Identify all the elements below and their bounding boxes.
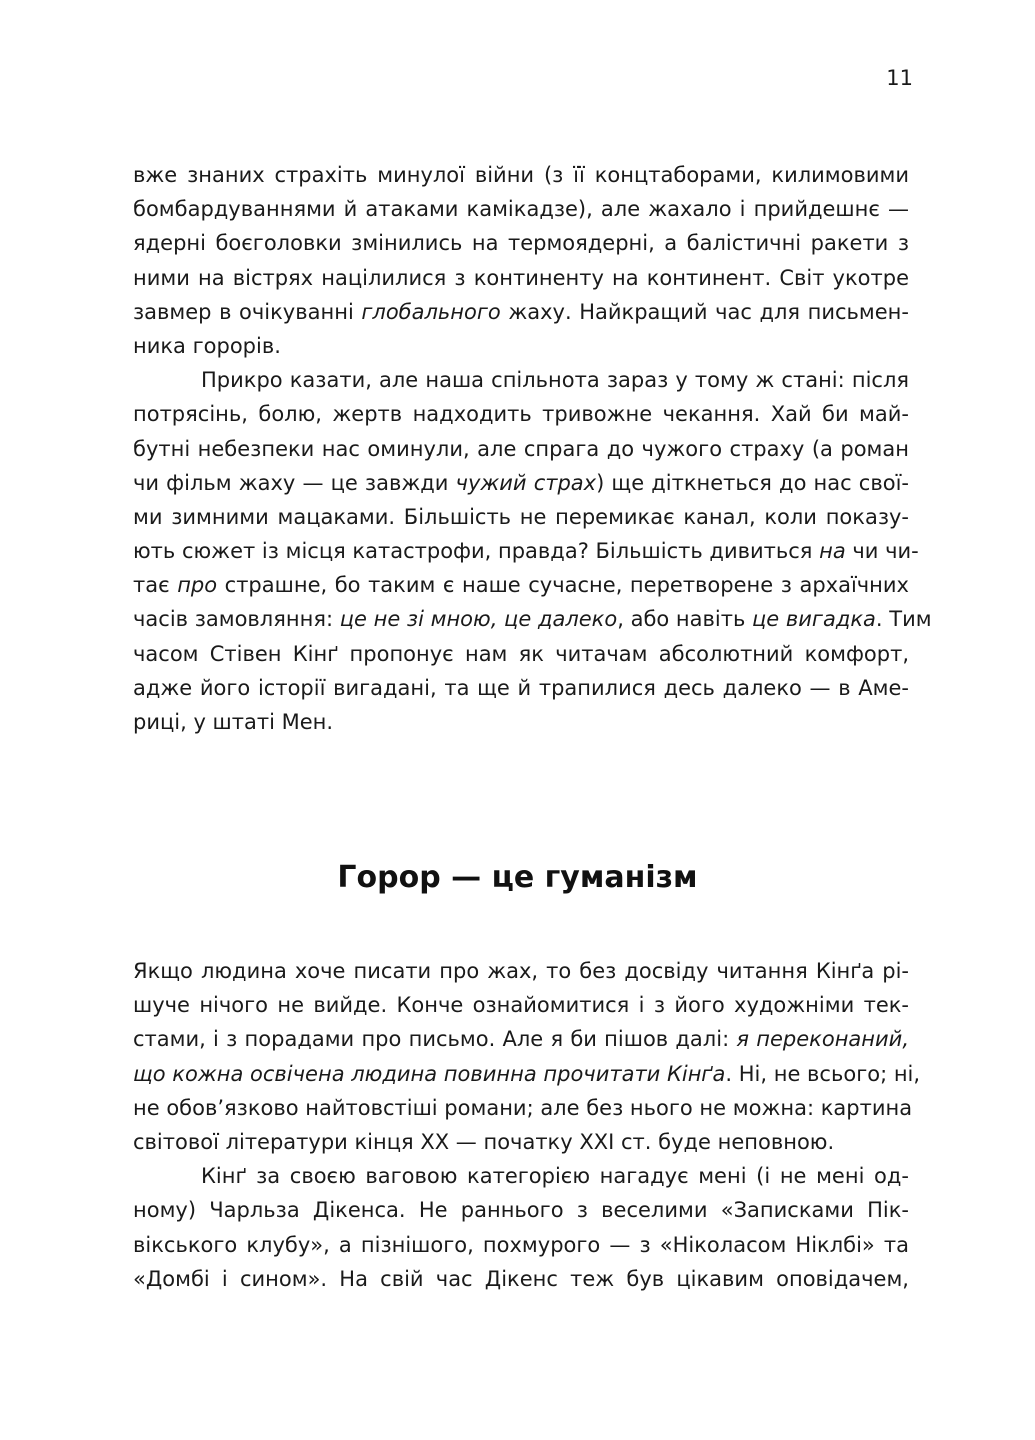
italic-phrase: чужий страх bbox=[455, 470, 597, 495]
text-line bbox=[133, 261, 909, 295]
text-line bbox=[133, 158, 909, 192]
text-line bbox=[133, 1193, 909, 1227]
text-run: Якщо людина хоче писати про жах, то без досвіду читання Кінґа рі- bbox=[133, 959, 909, 983]
italic-phrase: це не зі мною, це далеко bbox=[339, 607, 618, 632]
text-run: страшне, бо таким є наше сучасне, перетворене з архаїчних bbox=[217, 573, 909, 598]
italic-phrase: я переконаний, bbox=[736, 1027, 909, 1052]
italic-phrase: на bbox=[819, 539, 846, 564]
text-line bbox=[133, 329, 909, 363]
text-line bbox=[133, 432, 909, 466]
text-line bbox=[133, 1057, 921, 1091]
text-line bbox=[133, 1091, 913, 1125]
body-text-lower bbox=[133, 954, 921, 1296]
text-line bbox=[133, 671, 909, 705]
text-run: Кінґ за своєю ваговою категорією нагадує мені (і не мені од- bbox=[201, 1164, 909, 1189]
italic-phrase: що кожна освічена людина повинна прочитати Кінґа bbox=[133, 1061, 726, 1086]
text-line bbox=[133, 192, 909, 226]
text-line bbox=[133, 568, 909, 602]
text-run: ника горорів. bbox=[133, 333, 281, 358]
text-line bbox=[133, 363, 909, 397]
text-line bbox=[133, 1022, 909, 1056]
text-run: ядерні боєголовки змінились на термоядерні, а балістичні ракети з bbox=[133, 231, 909, 256]
text-run: чи чи- bbox=[845, 539, 919, 564]
text-run: ють сюжет із місця катастрофи, правда? Більшість дивиться bbox=[133, 539, 820, 564]
text-line bbox=[133, 1262, 909, 1296]
text-run: «Домбі і сином». На свій час Дікенс теж був цікавим оповідачем, bbox=[133, 1266, 909, 1291]
text-line bbox=[133, 988, 909, 1022]
text-run: . Тим bbox=[875, 607, 932, 632]
text-line bbox=[133, 637, 909, 671]
text-run: , або навіть bbox=[617, 607, 753, 632]
italic-phrase: про bbox=[177, 573, 218, 598]
italic-phrase: це вигадка bbox=[752, 607, 876, 632]
text-run: чи фільм жаху — це завжди bbox=[133, 470, 456, 495]
text-line bbox=[133, 705, 909, 739]
text-line bbox=[133, 226, 909, 260]
italic-phrase: глобального bbox=[361, 299, 501, 324]
text-line bbox=[133, 500, 909, 534]
text-run: ними на вістрях націлилися з континенту на континент. Світ укотре bbox=[133, 265, 909, 290]
text-run: бомбардуваннями й атаками камікадзе), але жахало і прийдешнє — bbox=[133, 197, 909, 222]
page-number: 11 bbox=[886, 66, 913, 90]
text-run: тає bbox=[133, 573, 178, 598]
text-line bbox=[133, 1125, 909, 1159]
text-run: потрясінь, болю, жертв надходить тривожне чекання. Хай би май- bbox=[133, 402, 909, 427]
text-run: шуче нічого не вийде. Конче ознайомитися і з його художніми тек- bbox=[133, 993, 909, 1018]
text-run: часом Стівен Кінґ пропонує нам як читачам абсолютний комфорт, bbox=[133, 641, 909, 666]
text-run: вже знаних страхіть минулої війни (з її концтаборами, килимовими bbox=[133, 163, 909, 187]
text-run: світової літератури кінця XX — початку XXI ст. буде неповною. bbox=[133, 1129, 835, 1154]
text-line bbox=[133, 954, 909, 988]
text-run: адже його історії вигадані, та ще й трапилися десь далеко — в Аме- bbox=[133, 675, 909, 700]
text-run: ми зимними мацаками. Більшість не перемикає канал, коли показу- bbox=[133, 504, 909, 529]
text-line bbox=[133, 397, 909, 431]
text-run: риці, у штаті Мен. bbox=[133, 710, 334, 734]
text-run: Прикро казати, але наша спільнота зараз у тому ж стані: після bbox=[201, 368, 909, 393]
text-line bbox=[133, 1159, 909, 1193]
text-line bbox=[133, 602, 932, 636]
text-run: завмер в очікуванні bbox=[133, 299, 362, 324]
text-run: бутні небезпеки нас оминули, але спрага до чужого страху (а роман bbox=[133, 436, 909, 461]
text-run: вікського клубу», а пізнішого, похмурого — з «Ніколасом Ніклбі» та bbox=[133, 1232, 909, 1257]
text-line bbox=[133, 466, 909, 500]
text-run: часів замовляння: bbox=[133, 607, 340, 632]
text-run: ) ще діткнеться до нас свої- bbox=[596, 470, 909, 495]
text-run: стами, і з порадами про письмо. Але я би пішов далі: bbox=[133, 1027, 737, 1052]
text-line bbox=[133, 1228, 909, 1262]
text-run: жаху. Найкращий час для письмен- bbox=[500, 299, 909, 324]
section-heading: Горор — це гуманізм bbox=[337, 860, 698, 895]
text-run: не обов’язково найтовстіші романи; але без нього не можна: картина bbox=[133, 1095, 913, 1120]
text-run: ному) Чарльза Дікенса. Не раннього з веселими «Записками Пік- bbox=[133, 1198, 909, 1223]
text-run: . Ні, не всього; ні, bbox=[725, 1061, 921, 1086]
body-text-upper bbox=[133, 158, 932, 739]
text-line bbox=[133, 295, 909, 329]
text-line bbox=[133, 534, 919, 568]
